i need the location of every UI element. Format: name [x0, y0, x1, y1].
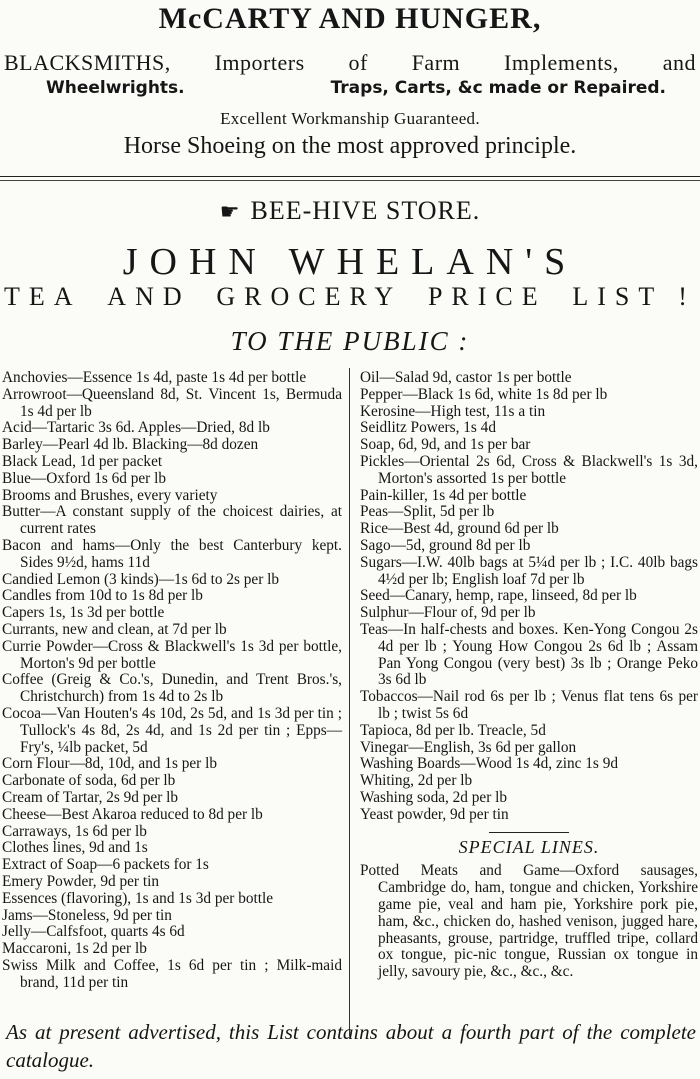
- price-entry: Kerosine—High test, 11s a tin: [360, 402, 546, 420]
- price-entry: Swiss Milk and Coffee, 1s 6d per tin ; Milk-maid brand, 11d per tin: [2, 956, 342, 991]
- price-entry: Currants, new and clean, at 7d per lb: [2, 620, 227, 638]
- price-entry: Teas—In half-chests and boxes. Ken-Yong Congou 2s 4d per lb ; Young How Congou 2s 6d lb ; Assam Pan Yong Congou (very best) 3s lb ; Orange Peko 3s 6d lb: [360, 620, 698, 689]
- price-entry: Coffee (Greig & Co.'s, Dunedin, and Trent Bros.'s, Christchurch) from 1s 4d to 2s lb: [2, 671, 342, 706]
- owner-name: JOHN WHELAN'S: [122, 241, 578, 283]
- price-entry: Sugars—I.W. 40lb bags at 5¼d per lb ; I.C. 40lb bags 4½d per lb; English loaf 7d per lb: [360, 553, 698, 588]
- left-price-column: [2, 370, 342, 991]
- price-entry: Washing Boards—Wood 1s 4d, zinc 1s 9d: [360, 755, 618, 773]
- price-entry: Butter—A constant supply of the choicest dairies, at current rates: [2, 503, 342, 538]
- price-entry: Cream of Tartar, 2s 9d per lb: [2, 788, 179, 806]
- price-entry: Candles from 10d to 1s 8d per lb: [2, 587, 203, 605]
- title-word: GROCERY: [216, 282, 403, 311]
- price-entry: Emery Powder, 9d per tin: [2, 872, 159, 890]
- price-entry: Soap, 6d, 9d, and 1s per bar: [360, 436, 531, 454]
- divider: [0, 180, 700, 181]
- store-heading: [0, 196, 700, 226]
- price-entry: Cocoa—Van Houten's 4s 10d, 2s 5d, and 1s 3d per tin ; Tullock's 4s 8d, 2s 4d, and 1s 2d per tin ; Epps—Fry's, ¼lb packet, 5d: [2, 704, 342, 756]
- price-entry: Acid—Tartaric 3s 6d. Apples—Dried, 8d lb: [2, 419, 270, 437]
- trade-word: Farm: [411, 50, 461, 75]
- firm-name: McCARTY AND HUNGER,: [158, 2, 542, 35]
- price-entry: Bacon and hams—Only the best Canterbury kept. Sides 9½d, hams 11d: [2, 536, 342, 571]
- services-line: [46, 78, 666, 98]
- store-name: BEE-HIVE STORE.: [250, 196, 481, 225]
- price-entry: Extract of Soap—6 packets for 1s: [2, 856, 209, 874]
- trade-word: Implements,: [504, 50, 619, 75]
- title-word: PRICE: [427, 282, 547, 311]
- price-entry: Tapioca, 8d per lb. Treacle, 5d: [360, 721, 546, 739]
- to-public: TO THE PUBLIC :: [230, 326, 470, 356]
- services-word: Wheelwrights.: [46, 78, 185, 98]
- price-entry: Jelly—Calfsfoot, quarts 4s 6d: [2, 923, 185, 941]
- price-entry: Candied Lemon (3 kinds)—1s 6d to 2s per lb: [2, 570, 280, 588]
- price-entry: Seed—Canary, hemp, rape, linseed, 8d per lb: [360, 587, 637, 605]
- horse-shoeing-line: Horse Shoeing on the most approved principle.: [123, 133, 577, 159]
- price-entry: Washing soda, 2d per lb: [360, 788, 508, 806]
- price-entry: Carbonate of soda, 6d per lb: [2, 772, 176, 790]
- special-lines-heading: SPECIAL LINES.: [458, 836, 600, 857]
- price-entry: Brooms and Brushes, every variety: [2, 486, 218, 504]
- price-entry: Anchovies—Essence 1s 4d, paste 1s 4d per bottle: [2, 369, 307, 386]
- services-word: Traps, Carts, &c made or Repaired.: [330, 78, 666, 98]
- price-entry: Tobaccos—Nail rod 6s per lb ; Venus flat tens 6s per lb ; twist 5s 6d: [360, 688, 698, 722]
- price-entry: Yeast powder, 9d per tin: [360, 805, 509, 823]
- price-entry: Capers 1s, 1s 3d per bottle: [2, 604, 165, 622]
- special-lines-text: Potted Meats and Game—Oxford sausages, Cambridge do, ham, tongue and chicken, Yorkshire game pie, veal and ham pie, Yorkshire pork pie, ham, &c., chicken do, hashed venison, jugged hare, pheasants, grouse, partridge, truffled tripe, collard ox tongue, pic-nic tongue, Russian ox tongue in jelly, savoury pie, &c., &c., &c.: [360, 862, 698, 981]
- price-entry: Rice—Best 4d, ground 6d per lb: [360, 520, 559, 538]
- price-entry: Peas—Split, 5d per lb: [360, 503, 495, 521]
- price-entry: Carraways, 1s 6d per lb: [2, 822, 147, 840]
- price-entry: Clothes lines, 9d and 1s: [2, 839, 148, 857]
- right-price-column: [360, 370, 698, 981]
- price-entry: Black Lead, 1d per packet: [2, 452, 163, 470]
- workmanship-line: Excellent Workmanship Guaranteed.: [220, 109, 480, 128]
- price-entry: Whiting, 2d per lb: [360, 772, 473, 790]
- price-entry: Oil—Salad 9d, castor 1s per bottle: [360, 369, 572, 386]
- price-entry: Sago—5d, ground 8d per lb: [360, 536, 531, 554]
- price-entry: Maccaroni, 1s 2d per lb: [2, 940, 147, 958]
- price-entry: Essences (flavoring), 1s and 1s 3d per bottle: [2, 889, 274, 907]
- trade-word: BLACKSMITHS,: [4, 50, 171, 75]
- price-entry: Pickles—Oriental 2s 6d, Cross & Blackwell's 1s 3d, Morton's assorted 1s per bottle: [360, 452, 698, 487]
- price-entry: Currie Powder—Cross & Blackwell's 1s 3d per bottle, Morton's 9d per bottle: [2, 637, 342, 672]
- price-entry: Cheese—Best Akaroa reduced to 8d per lb: [2, 805, 263, 823]
- trade-line: [4, 50, 696, 76]
- footer-note: As at present advertised, this List contains about a fourth part of the complete catalogue.: [6, 1020, 696, 1072]
- price-list-title: [0, 282, 700, 312]
- price-entry: Arrowroot—Queensland 8d, St. Vincent 1s, Bermuda 1s 4d per lb: [2, 385, 342, 420]
- price-entry: Pepper—Black 1s 6d, white 1s 8d per lb: [360, 385, 608, 403]
- trade-word: and: [662, 50, 696, 75]
- price-entry: Corn Flour—8d, 10d, and 1s per lb: [2, 755, 217, 773]
- special-divider: [489, 832, 569, 833]
- price-entry: Blue—Oxford 1s 6d per lb: [2, 469, 166, 487]
- title-word: LIST !: [572, 282, 696, 311]
- price-entry: Vinegar—English, 3s 6d per gallon: [360, 738, 577, 756]
- column-divider: [349, 368, 350, 1036]
- trade-word: Importers: [214, 50, 305, 75]
- title-word: AND: [107, 282, 191, 311]
- price-entry: Barley—Pearl 4d lb. Blacking—8d dozen: [2, 436, 259, 454]
- price-entry: Sulphur—Flour of, 9d per lb: [360, 604, 536, 622]
- price-entry: Jams—Stoneless, 9d per tin: [2, 906, 172, 924]
- pointing-hand-icon: ☛: [219, 199, 241, 224]
- title-word: TEA: [4, 282, 82, 311]
- divider: [0, 176, 700, 177]
- price-entry: Pain-killer, 1s 4d per bottle: [360, 486, 527, 504]
- price-entry: Seidlitz Powers, 1s 4d: [360, 419, 496, 437]
- trade-word: of: [348, 50, 368, 75]
